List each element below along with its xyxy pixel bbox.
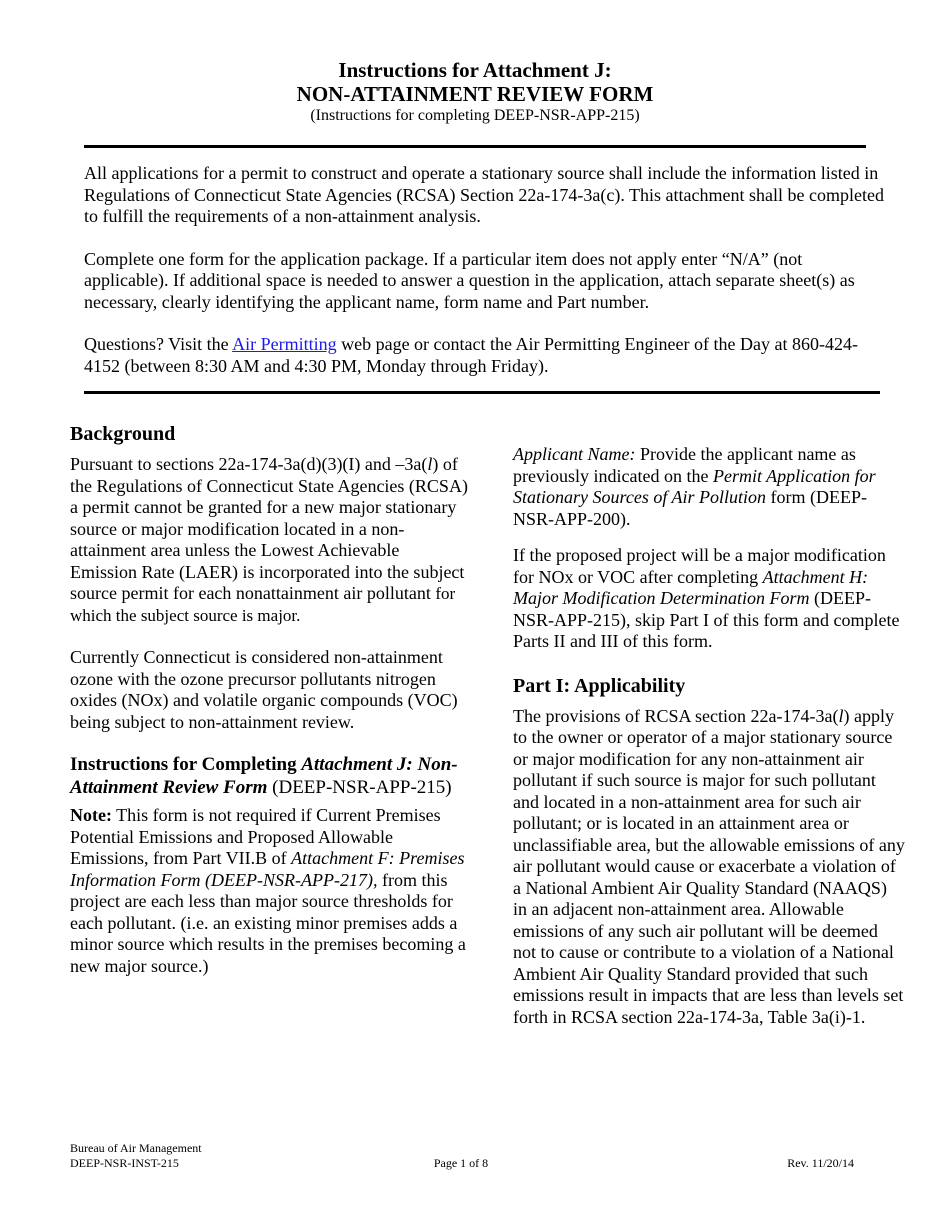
instructions-heading: Instructions for Completing Attachment J: Non-Attainment Review Form (DEEP-NSR-APP-215): [70, 754, 458, 798]
background-heading: Background: [70, 423, 176, 445]
title-line-1: Instructions for Attachment J:: [338, 58, 612, 82]
right-column: [513, 444, 905, 1028]
footer-bureau: Bureau of Air Management: [70, 1141, 202, 1155]
background-paragraph-1: Pursuant to sections 22a-174-3a(d)(3)(I) and –3a(l) of the Regulations of Connecticut State Agencies (RCSA) a permit cannot be granted for a new major stationary source or major modification located in a non-attainment area unless the Lowest Achievable Emission Rate (LAER) is incorporated into the subject source permit for each nonattainment air pollutant for which the subject source is major.: [70, 454, 468, 625]
part1-heading: Part I: Applicability: [513, 674, 686, 697]
intro-section: [84, 163, 884, 377]
contact-text: web page or contact the Air Permitting Engineer of the Day at 860-424-4152 (between 8:30 AM and 4:30 PM, Monday through Friday).: [84, 334, 858, 376]
part1-paragraph: The provisions of RCSA section 22a-174-3a(l) apply to the owner or operator of a major stationary source or major modification for any non-attainment air pollutant if such source is major for such pollutant and located in a non-attainment area for such air pollutant; or is located in an attainment area or unclassifiable area, but the allowable emissions of any air pollutant would cause or exacerbate a violation of a National Ambient Air Quality Standard (NAAQS) in an adjacent non-attainment area. Allowable emissions of any such air pollutant will be deemed not to cause or contribute to a violation of a National Ambient Air Quality Standard provided that such emissions result in impacts that are less than levels set forth in RCSA section 22a-174-3a, Table 3a(i)-1.: [513, 705, 905, 1027]
intro-paragraph-1: All applications for a permit to construct and operate a stationary source shall include the information listed in Regulations of Connecticut State Agencies (RCSA) Section 22a-174-3a(c). This attachment shall be completed to fulfill the requirements of a non-attainment analysis.: [84, 163, 884, 226]
questions-text: Questions? Visit the: [84, 334, 233, 354]
left-column: [70, 423, 470, 977]
footer-form-id: DEEP-NSR-INST-215: [70, 1156, 179, 1170]
major-modification-paragraph: If the proposed project will be a major modification for NOx or VOC after completing Attachment H: Major Modification Determination Form (DEEP-NSR-APP-215), skip Part I of this form and complete Parts II and III of this form.: [513, 545, 900, 651]
footer-page: Page 1 of 8: [433, 1156, 489, 1170]
intro-paragraph-3: [84, 334, 884, 377]
air-permitting-link[interactable]: Air Permitting: [232, 334, 337, 354]
note-paragraph: Note: This form is not required if Current Premises Potential Emissions and Proposed Allowable Emissions, from Part VII.B of Attachment F: Premises Information Form (DEEP-NSR-APP-217), from this project are each less than major source thresholds for each pollutant. (i.e. an existing minor premises adds a minor source which results in the premises becoming a new major source.): [70, 805, 466, 976]
subtitle: (Instructions for completing DEEP-NSR-APP-215): [310, 107, 640, 124]
intro-bottom-rule: [84, 391, 880, 394]
applicant-name-paragraph: Applicant Name: Provide the applicant name as previously indicated on the Permit Application for Stationary Sources of Air Pollution form (DEEP-NSR-APP-200).: [513, 444, 876, 529]
intro-paragraph-2: Complete one form for the application package. If a particular item does not apply enter “N/A” (not applicable). If additional space is needed to answer a question in the application, attach separate sheet(s) as necessary, clearly identifying the applicant name, form name and Part number.: [84, 248, 855, 312]
document-header: [0, 58, 950, 125]
footer-rev: Rev. 11/20/14: [787, 1156, 854, 1170]
title-line-2: NON-ATTAINMENT REVIEW FORM: [296, 82, 654, 106]
top-rule: [84, 145, 866, 148]
background-paragraph-2: Currently Connecticut is considered non-attainment ozone with the ozone precursor pollutants nitrogen oxides (NOx) and volatile organic compounds (VOC) being subject to non-attainment review.: [70, 647, 458, 732]
